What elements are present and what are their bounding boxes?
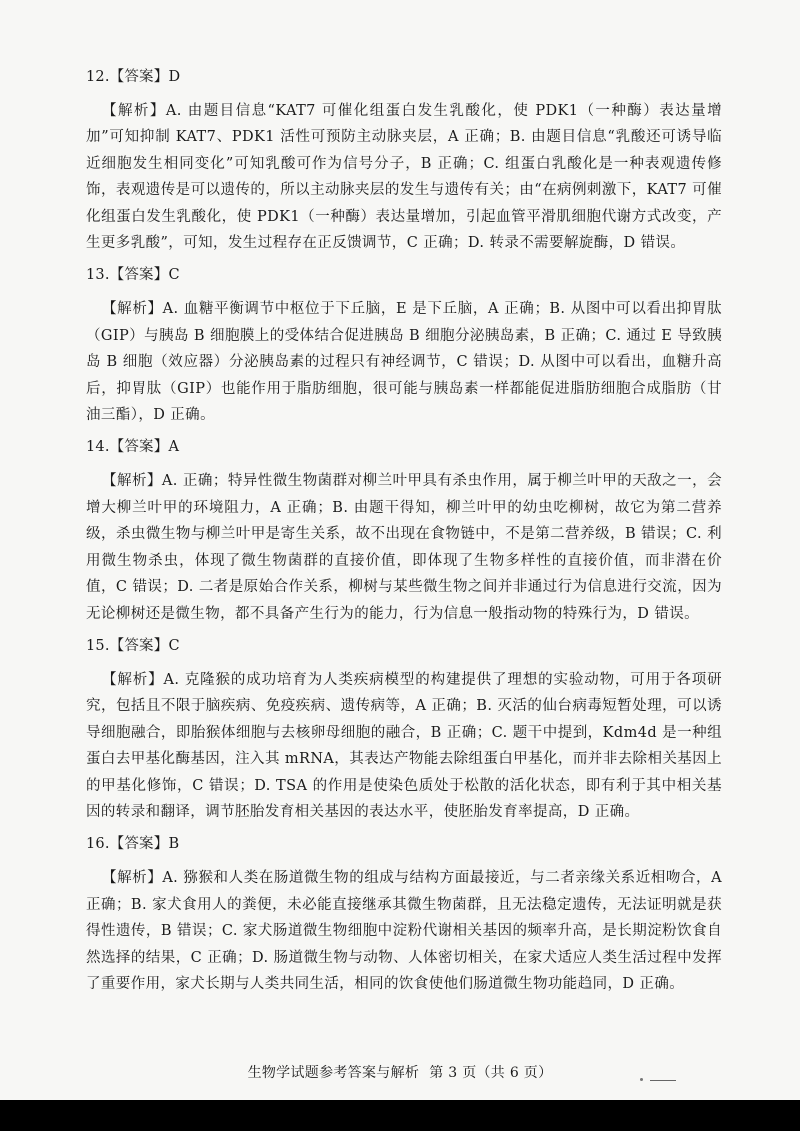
analysis-text: A. 由题目信息“KAT7 可催化组蛋白发生乳酸化，使 PDK1（一种酶）表达量增加”可知抑制 KAT7、PDK1 活性可预防主动脉夹层，A 正确；B. 由题目信息“乳酸还可诱导临近细胞发生相同变化”可知乳酸可作为信号分子，B 正确；C. 组蛋白乳酸化是一种表观遗传修饰，表观遗传是可以遗传的，所以主动脉夹层的发生与遗传有关；由“在病例刺激下，KAT7 可催化组蛋白发生乳酸化，使 PDK1（一种酶）表达量增加，引起血管平滑肌细胞代谢方式改变，产生更多乳酸”，可知，发生过程存在正反馈调节，C 正确；D. 转录不需要解旋酶，D 错误。 [86, 103, 722, 252]
answer-line: 13.【答案】C [86, 267, 180, 284]
answer-line: 12.【答案】D [86, 69, 181, 85]
page-footer [0, 1062, 800, 1082]
footer-page-number: 第 3 页（共 6 页） [429, 1065, 553, 1081]
analysis-paragraph [86, 667, 722, 825]
answer-line: 15.【答案】C [86, 637, 180, 654]
analysis-label: 【解析】 [102, 473, 162, 490]
answer-content [86, 64, 722, 1003]
answer-line: 14.【答案】A [86, 439, 180, 456]
bottom-black-bar [0, 1100, 800, 1131]
question-12 [86, 64, 722, 256]
analysis-text: A. 克隆猴的成功培育为人类疾病模型的构建提供了理想的实验动物，可用于各项研究，包括且不限于脑疾病、免疫疾病、遗传病等，A 正确；B. 灭活的仙台病毒短暂处理，可以诱导细胞融合，即胎猴体细胞与去核卵母细胞的融合，B 正确；C. 题干中提到，Kdm4d 是一种组蛋白去甲基化酶基因，注入其 mRNA，其表达产物能去除组蛋白甲基化，而并非去除相关基因上的甲基化修饰，C 错误；D. TSA 的作用是使染色质处于松散的活化状态，即有利于其中相关基因的转录和翻译，调节胚胎发育相关基因的表达水平，使胚胎发育率提高，D 正确。 [86, 671, 722, 820]
footer-line-mark [650, 1080, 676, 1081]
analysis-paragraph [86, 865, 722, 997]
analysis-label: 【解析】 [102, 103, 166, 119]
question-15 [86, 633, 722, 825]
answer-line: 16.【答案】B [86, 836, 180, 853]
analysis-text: A. 正确；特异性微生物菌群对柳兰叶甲具有杀虫作用，属于柳兰叶甲的天敌之一，会增大柳兰叶甲的环境阻力，A 正确；B. 由题干得知，柳兰叶甲的幼虫吃柳树，故它为第二营养级，杀虫微生物与柳兰叶甲是寄生关系，故不出现在食物链中，不是第二营养级，B 错误；C. 利用微生物杀虫，体现了微生物菌群的直接价值，即体现了生物多样性的直接价值，而非潜在价值，C 错误；D. 二者是原始合作关系，柳树与某些微生物之间并非通过行为信息进行交流，因为无论柳树还是微生物，都不具备产生行为的能力，行为信息一般指动物的特殊行为，D 错误。 [86, 473, 722, 622]
analysis-label: 【解析】 [102, 301, 163, 318]
analysis-paragraph [86, 98, 722, 256]
analysis-text: A. 血糖平衡调节中枢位于下丘脑，E 是下丘脑，A 正确；B. 从图中可以看出抑胃肽（GIP）与胰岛 B 细胞膜上的受体结合促进胰岛 B 细胞分泌胰岛素，B 正确；C. 通过 E 导致胰岛 B 细胞（效应器）分泌胰岛素的过程只有神经调节，C 错误；D. 从图中可以看出，血糖升高后，抑胃肽（GIP）也能作用于脂肪细胞，很可能与胰岛素一样都能促进脂肪细胞合成脂肪（甘油三酯），D 正确。 [86, 301, 722, 424]
analysis-paragraph [86, 296, 722, 428]
footer-dot-mark [640, 1078, 643, 1081]
analysis-label: 【解析】 [102, 671, 164, 688]
question-16 [86, 831, 722, 997]
footer-title: 生物学试题参考答案与解析 [247, 1065, 420, 1081]
analysis-text: A. 猕猴和人类在肠道微生物的组成与结构方面最接近，与二者亲缘关系近相吻合，A 正确；B. 家犬食用人的粪便，未必能直接继承其微生物菌群，且无法稳定遗传，无法证明就是获得性遗传，B 错误；C. 家犬肠道微生物细胞中淀粉代谢相关基因的频率升高，是长期淀粉饮食自然选择的结果，C 正确；D. 肠道微生物与动物、人体密切相关，在家犬适应人类生活过程中发挥了重要作用，家犬长期与人类共同生活，相同的饮食使他们肠道微生物功能趋同，D 正确。 [86, 870, 722, 992]
analysis-label: 【解析】 [102, 870, 163, 887]
analysis-paragraph [86, 468, 722, 626]
question-14 [86, 434, 722, 626]
question-13 [86, 262, 722, 428]
